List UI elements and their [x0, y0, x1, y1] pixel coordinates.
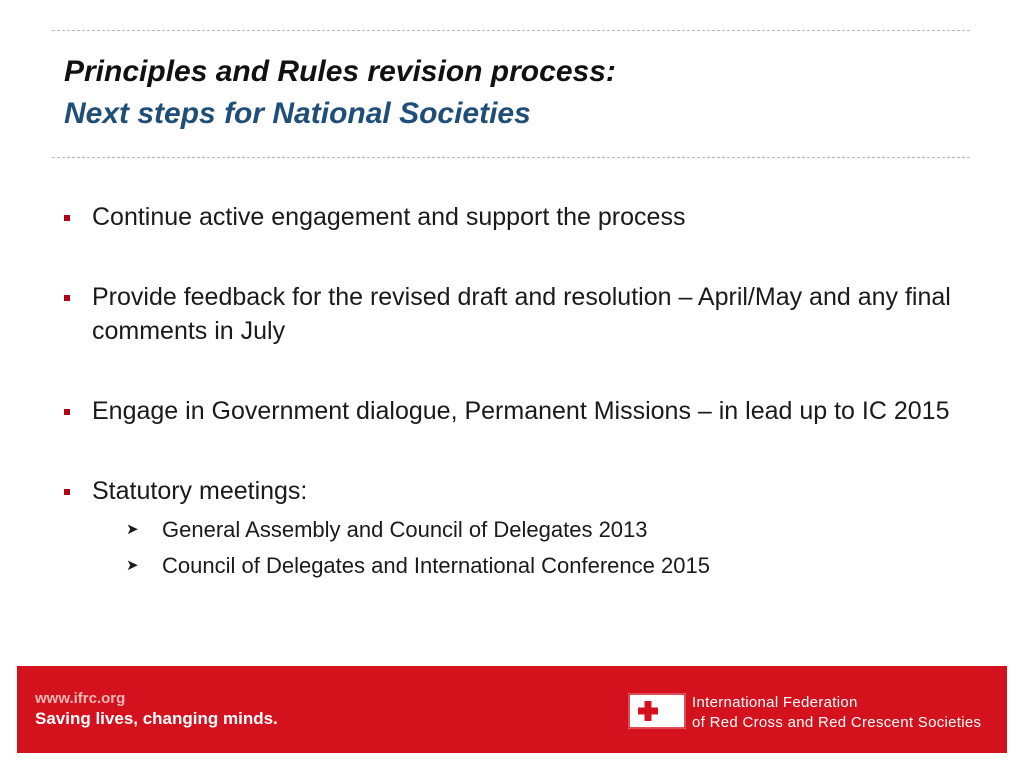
slide-title	[64, 52, 616, 136]
square-bullet-icon	[64, 409, 70, 415]
org-name-line-1: International Federation	[692, 694, 858, 711]
bullet-text: Engage in Government dialogue, Permanent Missions – in lead up to IC 2015	[92, 397, 950, 425]
footer-bar	[17, 666, 1007, 753]
org-name-line-2: of Red Cross and Red Crescent Societies	[692, 714, 982, 731]
square-bullet-icon	[64, 215, 70, 221]
bullet-item	[64, 474, 1004, 584]
sub-bullet-item	[92, 512, 1004, 548]
sub-bullet-text: Council of Delegates and International Conference 2015	[162, 553, 710, 578]
title-line-1: Principles and Rules revision process:	[64, 55, 616, 88]
title-line-2: Next steps for National Societies	[64, 97, 531, 130]
red-cross-red-crescent-icon	[628, 693, 686, 729]
bullet-item	[64, 280, 1004, 348]
title-divider	[52, 157, 970, 158]
bullet-text: Provide feedback for the revised draft and resolution – April/May and any final comments in July	[92, 283, 951, 345]
bullet-list	[64, 200, 1004, 584]
square-bullet-icon	[64, 489, 70, 495]
logo-svg	[628, 693, 686, 729]
sub-bullet-text: General Assembly and Council of Delegates 2013	[162, 517, 648, 542]
top-divider	[52, 30, 970, 31]
organization-name	[692, 693, 981, 733]
arrow-bullet-icon: ➤	[126, 557, 139, 574]
bullet-text: Statutory meetings:	[92, 477, 308, 505]
footer-slogan: Saving lives, changing minds.	[35, 709, 278, 728]
bullet-text: Continue active engagement and support the process	[92, 203, 686, 231]
square-bullet-icon	[64, 295, 70, 301]
footer-url: www.ifrc.org	[35, 690, 126, 707]
arrow-bullet-icon: ➤	[126, 521, 139, 538]
bullet-item	[64, 200, 1004, 234]
sub-bullet-list	[92, 512, 1004, 584]
bullet-item	[64, 394, 1004, 428]
sub-bullet-item	[92, 548, 1004, 584]
